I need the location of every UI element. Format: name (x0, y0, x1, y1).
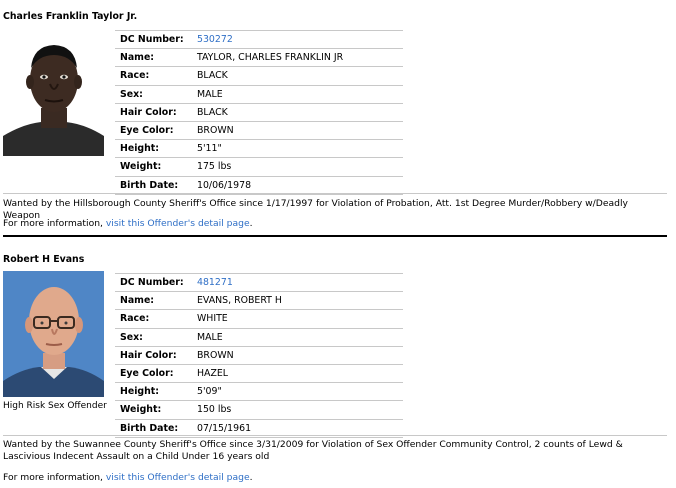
birth-date-label: Birth Date: (115, 176, 195, 194)
weight-value: 150 lbs (195, 401, 403, 419)
info-row-dc-number (115, 31, 403, 49)
weight-label: Weight: (115, 401, 195, 419)
name-label: Name: (115, 49, 195, 67)
sex-value: MALE (195, 328, 403, 346)
dc-number-link[interactable]: 530272 (197, 34, 233, 46)
info-row-eye-color (115, 364, 403, 382)
dc-number-link[interactable]: 481271 (197, 277, 233, 289)
height-label: Height: (115, 140, 195, 158)
race-value: BLACK (195, 67, 403, 85)
sex-value: MALE (195, 85, 403, 103)
info-row-hair-color (115, 346, 403, 364)
hair-color-label: Hair Color: (115, 103, 195, 121)
sex-label: Sex: (115, 328, 195, 346)
info-row-height (115, 140, 403, 158)
record-separator (3, 235, 667, 237)
eye-color-label: Eye Color: (115, 364, 195, 382)
offender-photo (3, 28, 104, 156)
offender-photo (3, 271, 104, 397)
hair-color-value: BLACK (195, 103, 403, 121)
divider (3, 193, 667, 194)
info-row-birth-date (115, 176, 403, 194)
race-value: WHITE (195, 310, 403, 328)
more-info-suffix: . (249, 472, 253, 483)
more-info-prefix: For more information, (3, 218, 106, 229)
eye-color-value: BROWN (195, 121, 403, 139)
offender-info-table (115, 273, 403, 438)
more-info-prefix: For more information, (3, 472, 106, 483)
eye-color-value: HAZEL (195, 364, 403, 382)
race-label: Race: (115, 67, 195, 85)
name-value: EVANS, ROBERT H (195, 292, 403, 310)
name-value: TAYLOR, CHARLES FRANKLIN JR (195, 49, 403, 67)
info-row-hair-color (115, 103, 403, 121)
info-row-height (115, 383, 403, 401)
weight-value: 175 lbs (195, 158, 403, 176)
divider (3, 435, 667, 436)
dc-number-label: DC Number: (115, 31, 195, 49)
info-row-dc-number (115, 274, 403, 292)
more-info-suffix: . (249, 218, 253, 229)
height-value: 5'09" (195, 383, 403, 401)
detail-page-link[interactable]: visit this Offender's detail page (105, 218, 250, 229)
wanted-statement: Wanted by the Suwannee County Sheriff's Office since 3/31/2009 for Violation of Sex Offender Community Control, 2 counts of Lewd & Lascivious Indecent Assault on a Child Under 16 years old (3, 439, 623, 462)
offender-info-table (115, 30, 403, 195)
photo-caption: High Risk Sex Offender (3, 401, 107, 411)
info-row-sex (115, 85, 403, 103)
hair-color-value: BROWN (195, 346, 403, 364)
info-row-name (115, 49, 403, 67)
info-row-weight (115, 158, 403, 176)
more-info-line (3, 472, 253, 483)
eye-color-label: Eye Color: (115, 121, 195, 139)
info-row-sex (115, 328, 403, 346)
sex-label: Sex: (115, 85, 195, 103)
info-row-eye-color (115, 121, 403, 139)
info-row-name (115, 292, 403, 310)
info-row-weight (115, 401, 403, 419)
detail-page-link[interactable]: visit this Offender's detail page (105, 472, 250, 483)
dc-number-label: DC Number: (115, 274, 195, 292)
more-info-line (3, 218, 253, 229)
race-label: Race: (115, 310, 195, 328)
height-value: 5'11" (195, 140, 403, 158)
info-row-race (115, 67, 403, 85)
weight-label: Weight: (115, 158, 195, 176)
wanted-statement: Wanted by the Hillsborough County Sheriff's Office since 1/17/1997 for Violation of Probation, Att. 1st Degree Murder/Robbery w/Deadly Weapon (3, 198, 628, 221)
birth-date-value: 07/15/1961 (195, 419, 403, 437)
hair-color-label: Hair Color: (115, 346, 195, 364)
name-label: Name: (115, 292, 195, 310)
offender-record-2 (3, 244, 667, 488)
offender-name-heading: Robert H Evans (3, 254, 85, 265)
offender-record-1 (3, 0, 667, 234)
offender-name-heading: Charles Franklin Taylor Jr. (3, 11, 138, 22)
birth-date-value: 10/06/1978 (195, 176, 403, 194)
height-label: Height: (115, 383, 195, 401)
birth-date-label: Birth Date: (115, 419, 195, 437)
info-row-race (115, 310, 403, 328)
